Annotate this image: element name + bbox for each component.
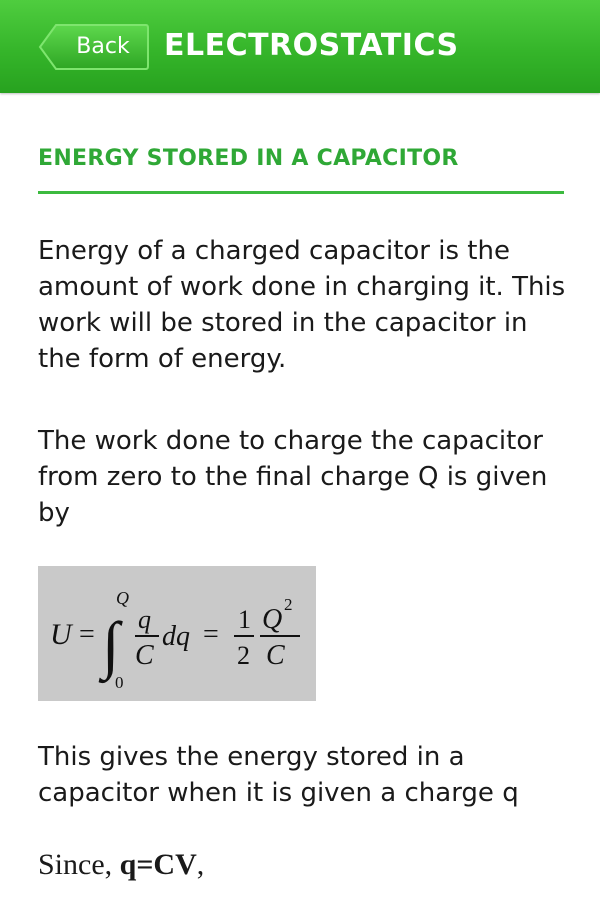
formula-lower-limit: 0 [115,673,124,692]
formula-lhs: U [50,618,72,651]
paragraph-work-done: The work done to charge the capacitor from zero to the final charge Q is given by [38,426,548,528]
paragraph-since [38,845,204,885]
integral-sign: ∫ [102,609,120,680]
since-prefix: Since, [38,848,120,881]
fraction-3-denominator: C [266,640,285,671]
fraction-3-exponent: 2 [284,595,293,614]
paragraph-energy-stored: This gives the energy stored in a capacitor when it is given a charge q [38,742,519,808]
fraction-2-denominator: 2 [237,641,250,670]
since-suffix: , [196,848,205,881]
formula-image [38,566,316,701]
back-button-label: Back [76,34,130,59]
page-title: ELECTROSTATICS [164,28,459,63]
formula-upper-limit: Q [116,588,129,608]
fraction-3-numerator: Q [262,604,283,635]
fraction-2-numerator: 1 [238,605,251,634]
back-button[interactable] [38,23,150,71]
energy-formula [38,566,316,701]
formula-equals-1: = [79,619,95,650]
formula-equals-2: = [203,619,219,650]
fraction-1-numerator: q [138,605,151,634]
formula-dq: dq [162,621,190,652]
since-relation: q=CV [119,848,197,881]
app-header [0,0,600,93]
fraction-1-denominator: C [135,640,154,671]
paragraph-energy-definition: Energy of a charged capacitor is the amount of work done in charging it. This work will be stored in the capacitor in the form of energy. [38,236,566,374]
section-divider [38,191,564,194]
section-title: ENERGY STORED IN A CAPACITOR [38,146,459,171]
